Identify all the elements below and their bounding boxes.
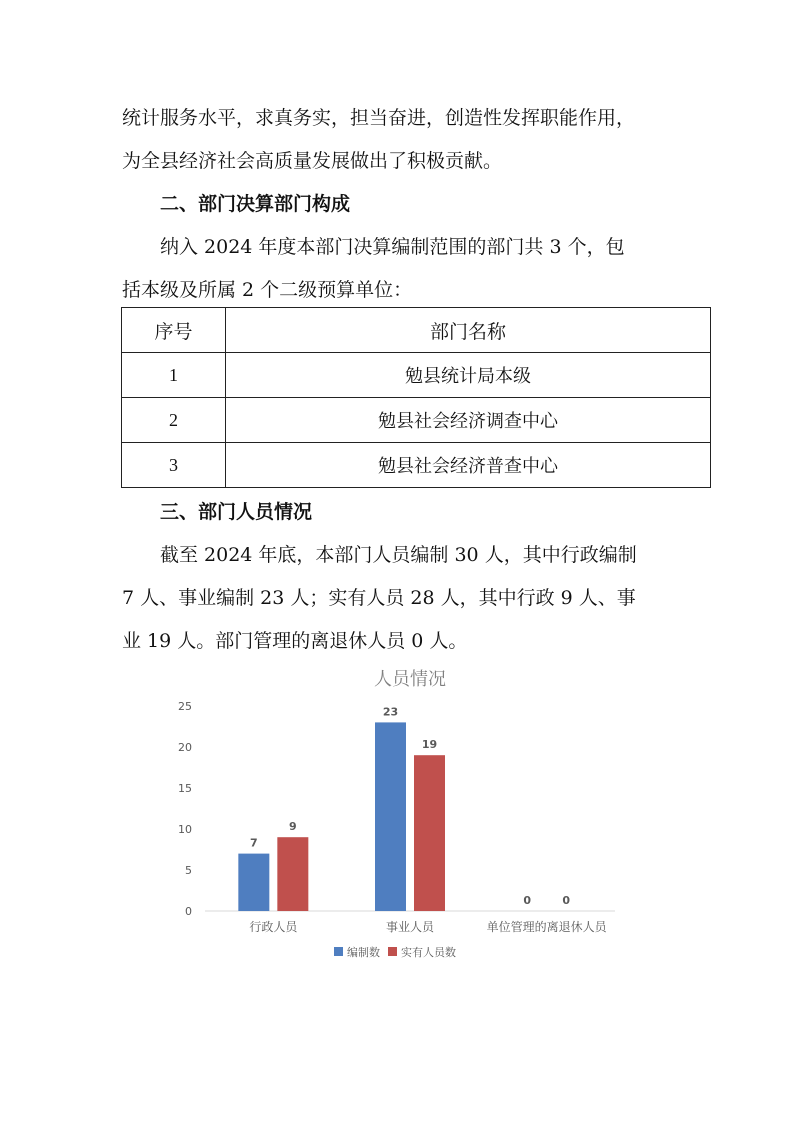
table-cell: 1: [122, 353, 226, 398]
paragraph-line: 纳入 2024 年度本部门决算编制范围的部门共 3 个，包: [160, 236, 625, 258]
section-heading: 二、部门决算部门构成: [160, 193, 351, 215]
table-row: [122, 353, 711, 398]
legend-swatch: [334, 947, 343, 956]
bar-authorized: [375, 722, 406, 911]
table-header-cell: 序号: [122, 308, 226, 353]
table-cell: 勉县社会经济普查中心: [226, 443, 711, 488]
staff-bar-chart: [150, 655, 640, 975]
data-label: 23: [382, 705, 399, 719]
data-label: 7: [250, 836, 258, 850]
table-cell: 2: [122, 398, 226, 443]
paragraph-line: 7 人、事业编制 23 人；实有人员 28 人，其中行政 9 人、事: [122, 587, 636, 609]
data-label: 0: [562, 894, 570, 907]
section-heading: 三、部门人员情况: [160, 501, 313, 523]
table-cell: 勉县统计局本级: [226, 353, 711, 398]
table-cell: 勉县社会经济调查中心: [226, 398, 711, 443]
paragraph-line: 截至 2024 年底，本部门人员编制 30 人，其中行政编制: [160, 544, 637, 566]
data-label: 9: [289, 820, 297, 834]
legend-swatch: [388, 947, 397, 956]
legend-label: 实有人员数: [401, 946, 456, 959]
bar-actual: [277, 837, 308, 911]
paragraph-line: 业 19 人。部门管理的离退休人员 0 人。: [122, 630, 468, 652]
paragraph-line: 统计服务水平，求真务实，担当奋进，创造性发挥职能作用，: [122, 107, 636, 129]
bar-actual: [414, 755, 445, 911]
table-row: [122, 443, 711, 488]
paragraph-line: 括本级及所属 2 个二级预算单位：: [122, 279, 413, 301]
x-tick-label: 事业人员: [385, 920, 435, 934]
x-tick-label: 单位管理的离退休人员: [486, 920, 607, 934]
y-tick-label: 25: [178, 700, 192, 713]
legend-label: 编制数: [347, 946, 380, 959]
x-tick-label: 行政人员: [249, 920, 298, 934]
bar-authorized: [238, 854, 269, 911]
y-tick-label: 20: [178, 741, 192, 754]
table-header-row: [122, 308, 711, 353]
department-table: [121, 307, 711, 488]
table-cell: 3: [122, 443, 226, 488]
data-label: 0: [523, 894, 531, 907]
y-tick-label: 5: [185, 864, 192, 877]
table-header-cell: 部门名称: [226, 308, 711, 353]
y-tick-label: 10: [178, 823, 192, 836]
y-tick-label: 15: [178, 782, 192, 795]
data-label: 19: [421, 738, 438, 752]
table-row: [122, 398, 711, 443]
chart-title: 人员情况: [374, 669, 446, 690]
y-tick-label: 0: [185, 905, 192, 918]
paragraph-line: 为全县经济社会高质量发展做出了积极贡献。: [122, 150, 503, 172]
